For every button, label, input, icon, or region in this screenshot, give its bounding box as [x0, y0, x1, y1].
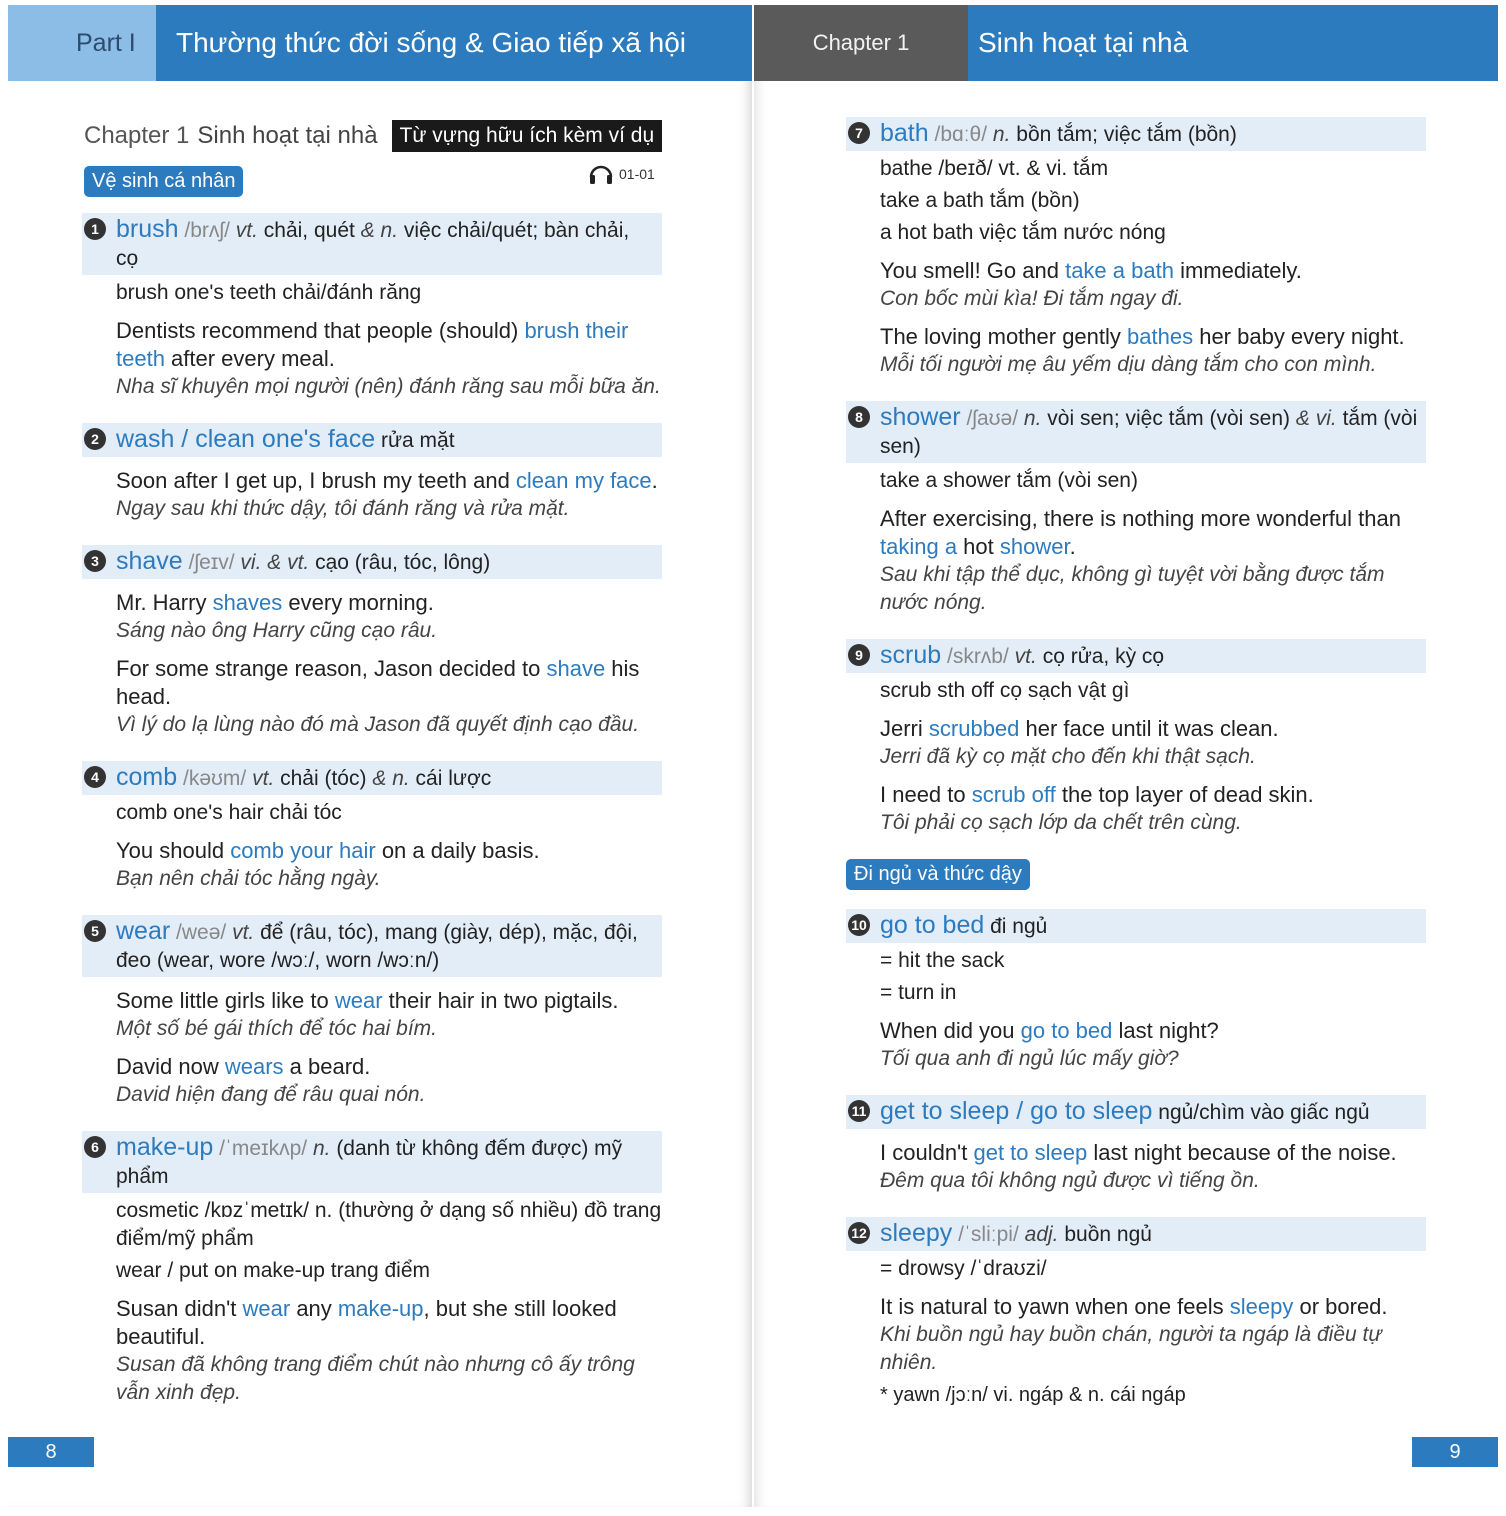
entry-headline — [82, 545, 662, 579]
vocab-entry — [82, 1131, 662, 1407]
entry-ipa: /ʃaʊə/ — [966, 407, 1019, 430]
entry-ipa: /weə/ — [176, 921, 227, 944]
entry-number: 11 — [848, 1100, 870, 1122]
entry-headline — [846, 639, 1426, 673]
page-number: 9 — [1412, 1437, 1498, 1467]
entry-number: 1 — [84, 218, 106, 240]
entry-headline — [846, 401, 1426, 463]
entry-example: It is natural to yawn when one feels sleepy or bored. — [880, 1294, 1388, 1319]
entry-amp: & — [1295, 407, 1310, 430]
entry-word: shave — [116, 547, 183, 575]
entry-example: Soon after I get up, I brush my teeth and clean my face. — [116, 468, 658, 493]
entry-pos: vt. — [232, 921, 255, 944]
entry-meaning: rửa mặt — [380, 429, 455, 452]
vocab-entry — [846, 1217, 1426, 1409]
entry-meaning: ngủ/chìm vào giấc ngủ — [1158, 1101, 1370, 1124]
entry-phrase: brush one's teeth chải/đánh răng — [116, 281, 422, 304]
entry-headline — [82, 915, 662, 977]
entry-ipa: /skrʌb/ — [946, 645, 1009, 668]
entry-pos: vt. — [235, 219, 258, 242]
entry-word: brush — [116, 215, 179, 243]
vocab-entry — [82, 423, 662, 523]
audio-track[interactable] — [588, 163, 655, 185]
entry-word: wash / clean one's face — [116, 425, 376, 453]
left-page — [8, 5, 752, 1507]
entry-number: 3 — [84, 550, 106, 572]
entry-translation: Tối qua anh đi ngủ lúc mấy giờ? — [880, 1047, 1179, 1070]
entry-word: comb — [116, 763, 178, 791]
vocab-entry — [82, 915, 662, 1109]
entry-example: Susan didn't wear any make-up, but she still looked beautiful. — [116, 1296, 617, 1349]
section-tag: Vệ sinh cá nhân — [84, 166, 243, 197]
entry-ipa: /kəʊm/ — [182, 767, 247, 790]
vocab-entry — [846, 1095, 1426, 1195]
headphones-icon — [588, 163, 614, 185]
entry-synonym: = turn in — [880, 981, 957, 1004]
entry-phrase: wear / put on make-up trang điểm — [116, 1259, 430, 1282]
entry-translation: Con bốc mùi kìa! Đi tắm ngay đi. — [880, 287, 1184, 310]
entry-word: go to bed — [880, 911, 985, 939]
entry-ipa: /ʃeɪv/ — [188, 551, 235, 574]
entry-meaning: đi ngủ — [990, 915, 1048, 938]
header-title: Thường thức đời sống & Giao tiếp xã hội — [176, 27, 687, 58]
entry-word: wear — [116, 917, 171, 945]
entry-translation: Mỗi tối người mẹ âu yếm dịu dàng tắm cho con mình. — [880, 353, 1377, 376]
page-header — [8, 5, 752, 81]
part-tab — [8, 5, 156, 81]
entry-headline — [846, 117, 1426, 151]
entry-meaning: chải (tóc) — [280, 767, 367, 790]
chapter-title: Sinh hoạt tại nhà — [197, 122, 378, 149]
entry-synonym: = hit the sack — [880, 949, 1005, 972]
entry-headline — [846, 1095, 1426, 1129]
entry-pos: n. — [380, 219, 399, 242]
header-title: Sinh hoạt tại nhà — [978, 27, 1189, 58]
chapter-tag: Từ vựng hữu ích kèm ví dụ — [392, 120, 663, 152]
entry-meaning: việc chải/quét; bàn chải, cọ — [116, 219, 630, 270]
entry-translation: Nha sĩ khuyên mọi người (nên) đánh răng sau mỗi bữa ăn. — [116, 375, 661, 398]
entry-word: sleepy — [880, 1219, 953, 1247]
entry-word: bath — [880, 119, 929, 147]
chapter-label: Chapter 1 — [84, 122, 190, 149]
entry-pos: n. — [392, 767, 410, 790]
entry-word: shower — [880, 403, 961, 431]
entry-headline — [846, 909, 1426, 943]
entry-headline — [82, 1131, 662, 1193]
entry-translation: David hiện đang để râu quai nón. — [116, 1083, 426, 1106]
entry-example: Dentists recommend that people (should) brush their teeth after every meal. — [116, 318, 629, 371]
vocab-entry — [82, 545, 662, 739]
entry-meaning: cạo (râu, tóc, lông) — [315, 551, 491, 574]
entry-phrase: take a shower tắm (vòi sen) — [880, 469, 1138, 492]
audio-track-number: 01-01 — [619, 166, 655, 182]
entry-translation: Khi buồn ngủ hay buồn chán, người ta ngáp là điều tự nhiên. — [880, 1323, 1382, 1374]
entry-example: Some little girls like to wear their hair in two pigtails. — [116, 988, 619, 1013]
page-header — [754, 5, 1498, 81]
entry-synonym: = drowsy /ˈdraʊzi/ — [880, 1257, 1047, 1280]
entry-example: After exercising, there is nothing more wonderful than taking a hot shower. — [880, 506, 1401, 559]
entry-phrase: comb one's hair chải tóc — [116, 801, 342, 824]
entry-example: You should comb your hair on a daily basis. — [116, 838, 540, 863]
part-label: Part I — [76, 28, 136, 57]
entry-number: 6 — [84, 1136, 106, 1158]
entry-meaning: (danh từ không đếm được) mỹ phẩm — [116, 1137, 623, 1188]
entry-meaning: cọ rửa, kỳ cọ — [1042, 645, 1165, 668]
entry-headline — [82, 761, 662, 795]
entry-headline — [82, 213, 662, 275]
entry-translation: Sau khi tập thể dục, không gì tuyệt vời bằng được tắm nước nóng. — [880, 563, 1385, 614]
entry-number: 5 — [84, 920, 106, 942]
entry-number: 4 — [84, 766, 106, 788]
entry-number: 12 — [848, 1222, 870, 1244]
entry-example: Mr. Harry shaves every morning. — [116, 590, 434, 615]
chapter-tab — [754, 5, 968, 81]
entry-example: David now wears a beard. — [116, 1054, 371, 1079]
entry-word: scrub — [880, 641, 942, 669]
right-page — [754, 5, 1498, 1507]
entry-translation: Một số bé gái thích để tóc hai bím. — [116, 1017, 438, 1040]
entry-ipa: /ˈmeɪkʌp/ — [219, 1137, 308, 1160]
entry-pos: vt. — [252, 767, 275, 790]
entry-ipa: /ˈsliːpi/ — [958, 1223, 1019, 1246]
vocab-entry — [82, 761, 662, 893]
entry-example: When did you go to bed last night? — [880, 1018, 1219, 1043]
entry-meaning: để (râu, tóc), mang (giày, dép), mặc, đội, đeo (wear, wore /wɔː/, worn /wɔːn/) — [116, 921, 638, 972]
entry-meaning: chải, quét — [263, 219, 355, 242]
entry-amp: & — [360, 219, 375, 242]
entry-translation: Đêm qua tôi không ngủ được vì tiếng ồn. — [880, 1169, 1260, 1192]
entry-translation: Bạn nên chải tóc hằng ngày. — [116, 867, 381, 890]
entry-translation: Jerri đã kỳ cọ mặt cho đến khi thật sạch. — [880, 745, 1256, 768]
vocab-entry — [846, 401, 1426, 617]
entry-ipa: /brʌʃ/ — [184, 219, 230, 242]
entry-example: Jerri scrubbed her face until it was clean. — [880, 716, 1279, 741]
entry-number: 2 — [84, 428, 106, 450]
entry-number: 8 — [848, 406, 870, 428]
entry-pos: adj. — [1024, 1223, 1059, 1246]
book-spread — [8, 5, 1498, 1507]
entry-pos: vt. — [1014, 645, 1037, 668]
vocab-list — [82, 213, 662, 1429]
entry-headline — [846, 1217, 1426, 1251]
entry-translation: Susan đã không trang điểm chút nào nhưng cô ấy trông vẫn xinh đẹp. — [116, 1353, 635, 1404]
entry-pos: vi. & vt. — [240, 551, 310, 574]
chapter-label: Chapter 1 — [812, 30, 910, 55]
page-number: 8 — [8, 1437, 94, 1467]
entry-meaning: cái lược — [415, 767, 492, 790]
entry-word: make-up — [116, 1133, 214, 1161]
entry-amp: & — [372, 767, 387, 790]
entry-meaning: buồn ngủ — [1064, 1223, 1152, 1246]
entry-pos: n. — [312, 1137, 331, 1160]
entry-meaning: vòi sen; việc tắm (vòi sen) — [1047, 407, 1291, 430]
vocab-entry — [846, 639, 1426, 837]
entry-phrase: bathe /beɪð/ vt. & vi. tắm — [880, 157, 1109, 180]
entry-phrase: take a bath tắm (bồn) — [880, 189, 1080, 212]
entry-note: * yawn /jɔːn/ vi. ngáp & n. cái ngáp — [880, 1384, 1186, 1406]
entry-number: 7 — [848, 122, 870, 144]
entry-phrase: cosmetic /kɒzˈmetɪk/ n. (thường ở dạng số nhiều) đồ trang điểm/mỹ phẩm — [116, 1199, 662, 1250]
entry-meaning: bồn tắm; việc tắm (bồn) — [1016, 123, 1237, 146]
entry-example: I need to scrub off the top layer of dead skin. — [880, 782, 1314, 807]
entry-headline — [82, 423, 662, 457]
entry-example: The loving mother gently bathes her baby every night. — [880, 324, 1405, 349]
section-tag: Đi ngủ và thức dậy — [846, 859, 1030, 890]
entry-translation: Tôi phải cọ sạch lớp da chết trên cùng. — [880, 811, 1242, 834]
entry-translation: Ngay sau khi thức dậy, tôi đánh răng và rửa mặt. — [116, 497, 570, 520]
entry-phrase: a hot bath việc tắm nước nóng — [880, 221, 1166, 244]
vocab-list — [846, 117, 1426, 1431]
vocab-entry — [846, 117, 1426, 379]
vocab-entry — [846, 909, 1426, 1073]
entry-meaning: tắm (vòi sen) — [880, 407, 1418, 458]
entry-example: I couldn't get to sleep last night because of the noise. — [880, 1140, 1397, 1165]
entry-pos: n. — [992, 123, 1011, 146]
section-spacer — [846, 859, 1426, 899]
entry-translation: Sáng nào ông Harry cũng cạo râu. — [116, 619, 438, 642]
entry-pos: n. — [1023, 407, 1042, 430]
vocab-entry — [82, 213, 662, 401]
chapter-line — [84, 120, 662, 152]
entry-translation: Vì lý do lạ lùng nào đó mà Jason đã quyết định cạo đầu. — [116, 713, 640, 736]
entry-ipa: /bɑːθ/ — [934, 123, 988, 146]
entry-number: 10 — [848, 914, 870, 936]
entry-word: get to sleep / go to sleep — [880, 1097, 1153, 1125]
entry-pos: vi. — [1315, 407, 1337, 430]
entry-example: For some strange reason, Jason decided to shave his head. — [116, 656, 640, 709]
entry-phrase: scrub sth off cọ sạch vật gì — [880, 679, 1130, 702]
entry-example: You smell! Go and take a bath immediately. — [880, 258, 1302, 283]
entry-number: 9 — [848, 644, 870, 666]
